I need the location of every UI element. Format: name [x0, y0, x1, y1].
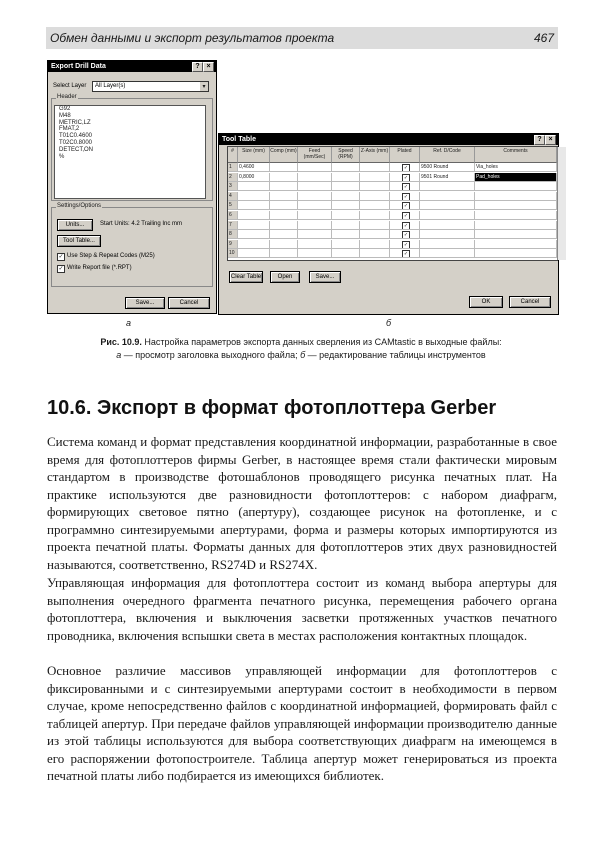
table-cell[interactable]: [332, 201, 360, 210]
table-cell[interactable]: [360, 163, 390, 172]
table-cell[interactable]: [390, 249, 420, 258]
table-cell[interactable]: [298, 211, 332, 220]
table-cell[interactable]: 10: [228, 249, 238, 258]
header-line: M48: [59, 112, 71, 119]
header-line: T01C0.4600: [59, 133, 93, 140]
table-cell[interactable]: [420, 211, 475, 220]
table-cell[interactable]: 0,8000: [238, 173, 270, 182]
table-cell[interactable]: [298, 221, 332, 230]
column-header: Ref. D/Code: [420, 147, 475, 163]
table-cell[interactable]: [298, 230, 332, 239]
table-cell[interactable]: [475, 249, 557, 258]
table-cell[interactable]: 9: [228, 240, 238, 249]
table-cell[interactable]: [390, 173, 420, 182]
table-cell[interactable]: [298, 182, 332, 191]
table-cell[interactable]: [390, 163, 420, 172]
column-header: #: [228, 147, 238, 163]
caption-a-text: — просмотр заголовка выходного файла;: [121, 350, 301, 360]
plated-checkbox[interactable]: ✓: [403, 184, 409, 191]
running-header: [46, 27, 558, 49]
table-cell[interactable]: [420, 182, 475, 191]
table-cell[interactable]: [360, 240, 390, 249]
header-line: G92: [59, 106, 71, 112]
write-report-checkbox[interactable]: ✓: [58, 265, 64, 272]
table-cell[interactable]: [270, 249, 298, 258]
table-cell[interactable]: 1: [228, 163, 238, 172]
drill-save-button[interactable]: Save...: [125, 297, 165, 309]
figure-label-a: а: [126, 318, 132, 328]
table-cell[interactable]: [238, 230, 270, 239]
export-drill-dialog: [47, 60, 217, 314]
caption-text: Настройка параметров экспорта данных сверления из CAMtastic в выходные файлы:: [141, 337, 502, 347]
table-cell[interactable]: [360, 230, 390, 239]
table-cell[interactable]: 2: [228, 173, 238, 182]
column-header: Size (mm): [238, 147, 270, 163]
table-cell[interactable]: [238, 201, 270, 210]
table-cell[interactable]: 5: [228, 201, 238, 210]
section-title: 10.6. Экспорт в формат фотоплоттера Gerber: [47, 397, 497, 419]
select-layer-dropdown[interactable]: [92, 81, 209, 92]
table-cell[interactable]: [332, 163, 360, 172]
table-cell[interactable]: [298, 163, 332, 172]
clear-table-button[interactable]: Clear Table: [229, 271, 263, 283]
table-cell[interactable]: [390, 211, 420, 220]
tool-table-button[interactable]: Tool Table...: [57, 235, 101, 247]
running-header-title: Обмен данными и экспорт результатов проекта: [50, 31, 335, 45]
table-cell[interactable]: [390, 230, 420, 239]
column-header: Comp (mm): [270, 147, 298, 163]
header-text-area[interactable]: [54, 105, 206, 199]
open-button[interactable]: Open: [270, 271, 300, 283]
table-cell[interactable]: [475, 230, 557, 239]
table-cell[interactable]: [298, 173, 332, 182]
ok-button[interactable]: OK: [469, 296, 503, 308]
column-header: Z-Axis (mm): [360, 147, 390, 163]
table-cell[interactable]: [420, 221, 475, 230]
table-cell[interactable]: [270, 173, 298, 182]
page-number: 467: [533, 31, 554, 45]
table-cell[interactable]: [332, 173, 360, 182]
tool-dialog-titlebar: [219, 134, 558, 145]
table-cell[interactable]: [270, 230, 298, 239]
table-cell[interactable]: [360, 182, 390, 191]
plated-checkbox[interactable]: ✓: [403, 213, 409, 219]
plated-checkbox[interactable]: ✓: [403, 232, 409, 239]
caption-a-letter: а: [116, 350, 122, 360]
table-cell[interactable]: [270, 240, 298, 249]
write-report-label: Write Report file (*.RPT): [67, 265, 132, 271]
column-header: Speed (RPM): [332, 147, 360, 163]
caption-b-letter: б: [300, 350, 306, 360]
tool-cancel-button[interactable]: Cancel: [509, 296, 551, 308]
table-cell[interactable]: [332, 249, 360, 258]
header-line: T02C0.8000: [59, 139, 93, 146]
table-cell[interactable]: [238, 249, 270, 258]
table-cell[interactable]: 8: [228, 230, 238, 239]
close-icon[interactable]: ×: [203, 62, 214, 72]
paragraph: Система команд и формат представления координатной информации, разработанные в свое время для фотоплоттеров фирмы Gerber, в настоящее время стали фактически мировым стандартом в производстве фотошаблонов проводящего рисунка печатных плат. На практике используются две разновидности фотоплоттеров: с набором диафрагм, формирующих световое пятно (апертуру), создающее рисунок на фотопленке, и с программно синтезируемыми апертурами, форма и размеры которых импортируются из проекта печатной платы. Форматы данных для фотоплоттеров этих двух разновидностей называются, соответственно, RS274D и RS274X.: [47, 434, 557, 572]
table-cell[interactable]: Pad_holes: [475, 173, 557, 182]
table-cell[interactable]: [420, 230, 475, 239]
table-cell[interactable]: [360, 192, 390, 201]
plated-checkbox[interactable]: ✓: [403, 165, 409, 171]
table-cell[interactable]: [475, 192, 557, 201]
table-cell[interactable]: [390, 201, 420, 210]
plated-checkbox[interactable]: ✓: [403, 203, 409, 210]
select-layer-value: All Layer(s): [95, 83, 126, 89]
close-icon[interactable]: ×: [545, 135, 556, 145]
column-header: Plated: [390, 147, 420, 163]
tool-grid[interactable]: [227, 146, 558, 261]
table-cell[interactable]: [270, 163, 298, 172]
header-line: DETECT,ON: [59, 146, 94, 153]
table-cell[interactable]: [298, 240, 332, 249]
header-line: METRIC,LZ: [59, 119, 91, 126]
plated-checkbox[interactable]: ✓: [403, 174, 409, 181]
table-cell[interactable]: [298, 192, 332, 201]
figure-caption: [60, 336, 542, 362]
header-line: %: [59, 153, 65, 160]
table-cell[interactable]: 7: [228, 221, 238, 230]
table-cell[interactable]: [475, 211, 557, 220]
header-line: FMAT,2: [59, 126, 80, 133]
start-units-text: Start Units: 4.2 Trailing Inc mm: [100, 221, 183, 227]
caption-number: Рис. 10.9.: [100, 337, 142, 347]
table-cell[interactable]: [475, 221, 557, 230]
paragraph: Основное различие массивов управляющей информации для фотоплоттеров с фиксированными и с синтезируемыми апертурами состоит в необходимости в первом случае, кроме непосредственно файлов с координатной информацией, формировать файл с таблицей апертур. При передаче файлов управляющей информации производителю данные из этой таблицы используются для выбора соответствующих диафрагм на имеющемся в его распоряжении фотопостроителе. Таблица апертур может генерироваться из проекта печатной платы либо подбирается из имеющихся библиотек.: [47, 663, 557, 783]
select-layer-label: Select Layer: [53, 83, 87, 89]
use-step-repeat-label: Use Step & Repeat Codes (M25): [67, 253, 155, 259]
table-cell[interactable]: [390, 221, 420, 230]
table-cell[interactable]: [360, 173, 390, 182]
drill-dialog-title: Export Drill Data: [51, 63, 106, 70]
help-icon[interactable]: ?: [534, 135, 545, 145]
table-cell[interactable]: [238, 192, 270, 201]
table-cell[interactable]: 6: [228, 211, 238, 220]
table-cell[interactable]: [332, 192, 360, 201]
paragraph: Управляющая информация для фотоплоттера состоит из команд выбора апертуры для выполнения очередного фрагмента печатного рисунка, перемещения рабочего органа фотоплоттера, включения и выключения засветки протяженных участков печатного проводника, включения вспышки света в местах расположения контактных площадок.: [47, 575, 557, 643]
table-cell[interactable]: [360, 211, 390, 220]
table-cell[interactable]: [270, 221, 298, 230]
table-cell[interactable]: 3: [228, 182, 238, 191]
table-cell[interactable]: [238, 221, 270, 230]
table-cell[interactable]: [420, 201, 475, 210]
table-cell[interactable]: [420, 240, 475, 249]
column-header: Comments: [475, 147, 557, 163]
table-cell[interactable]: 4: [228, 192, 238, 201]
table-cell[interactable]: Via_holes: [475, 163, 557, 172]
grid-scrollbar[interactable]: [557, 147, 566, 260]
use-step-repeat-checkbox[interactable]: ✓: [58, 253, 64, 260]
table-cell[interactable]: 0,4600: [238, 163, 270, 172]
caption-b-text: — редактирование таблицы инструментов: [305, 350, 486, 360]
drill-dialog-titlebar: [48, 61, 216, 72]
table-cell[interactable]: [390, 192, 420, 201]
table-cell[interactable]: 9501 Round: [420, 173, 475, 182]
table-cell[interactable]: [390, 240, 420, 249]
table-cell[interactable]: [332, 182, 360, 191]
figure-label-b: б: [386, 318, 392, 328]
table-cell[interactable]: [475, 201, 557, 210]
table-cell[interactable]: [332, 240, 360, 249]
table-cell[interactable]: [420, 192, 475, 201]
tool-dialog-title: Tool Table: [222, 136, 256, 143]
table-cell[interactable]: [332, 221, 360, 230]
table-cell[interactable]: [420, 249, 475, 258]
table-cell[interactable]: [238, 240, 270, 249]
plated-checkbox[interactable]: ✓: [403, 241, 409, 248]
settings-group-label: Settings/Options: [57, 203, 102, 209]
column-header: Feed (mm/Sec): [298, 147, 332, 163]
table-cell[interactable]: [390, 182, 420, 191]
table-cell[interactable]: [360, 201, 390, 210]
table-cell[interactable]: [360, 249, 390, 258]
table-cell[interactable]: [238, 182, 270, 191]
table-cell[interactable]: [270, 201, 298, 210]
table-cell[interactable]: 9500 Round: [420, 163, 475, 172]
table-cell[interactable]: [475, 240, 557, 249]
help-icon[interactable]: ?: [192, 62, 203, 72]
units-button[interactable]: Units...: [57, 219, 93, 231]
table-cell[interactable]: [270, 182, 298, 191]
header-group-label: Header: [57, 94, 77, 100]
table-cell[interactable]: [332, 230, 360, 239]
chevron-down-icon[interactable]: ▾: [200, 82, 208, 91]
table-cell[interactable]: [360, 221, 390, 230]
table-cell[interactable]: [298, 249, 332, 258]
drill-cancel-button[interactable]: Cancel: [168, 297, 210, 309]
table-cell[interactable]: [270, 192, 298, 201]
tool-save-button[interactable]: Save...: [309, 271, 341, 283]
plated-checkbox[interactable]: ✓: [403, 251, 409, 258]
table-cell[interactable]: [475, 182, 557, 191]
table-cell[interactable]: [238, 211, 270, 220]
table-cell[interactable]: [332, 211, 360, 220]
plated-checkbox[interactable]: ✓: [403, 222, 409, 229]
table-cell[interactable]: [270, 211, 298, 220]
table-cell[interactable]: [298, 201, 332, 210]
plated-checkbox[interactable]: ✓: [403, 193, 409, 200]
tool-table-dialog: [218, 133, 559, 315]
